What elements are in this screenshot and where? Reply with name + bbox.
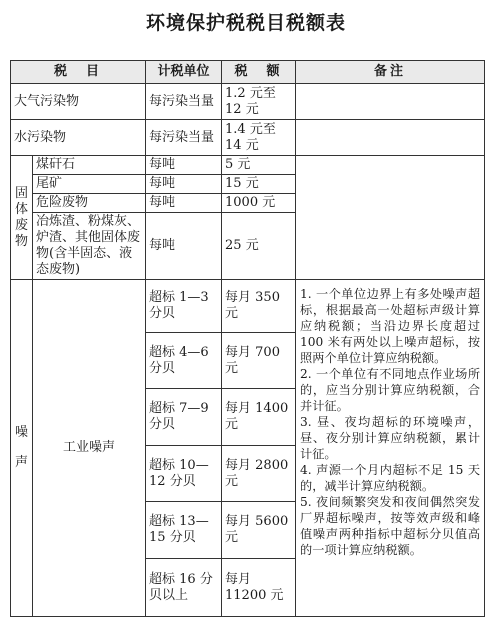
note-air <box>296 84 485 120</box>
unit-noise-2: 超标 4—6 分贝 <box>146 333 222 389</box>
amount-noise-1: 每月 350 元 <box>222 280 296 333</box>
note-noise-4: 4. 声源一个月内超标不足 15 天的，减半计算应纳税额。 <box>300 463 481 493</box>
note-noise-5: 5. 夜间频繁突发和夜间偶然突发厂界超标噪声，按等效声级和峰值噪声两种指标中超标分贝值高的一项计算应纳税额。 <box>300 495 481 557</box>
header-unit: 计税单位 <box>146 61 222 84</box>
table-row <box>11 280 485 333</box>
amount-solid-3: 1000 元 <box>222 194 296 213</box>
item-solid-4: 冶炼渣、粉煤灰、炉渣、其他固体废物(含半固态、液态废物) <box>33 213 146 280</box>
unit-solid-4: 每吨 <box>146 213 222 280</box>
amount-noise-3: 每月 1400 元 <box>222 389 296 446</box>
note-noise-3: 3. 昼、夜均超标的环境噪声，昼、夜分别计算应纳税额，累计计征。 <box>300 415 481 461</box>
unit-noise-4: 超标 10—12 分贝 <box>146 446 222 502</box>
table-row <box>11 120 485 156</box>
group-noise: 噪声 <box>11 280 33 617</box>
unit-air: 每污染当量 <box>146 84 222 120</box>
tax-table <box>10 60 485 617</box>
table-header-row <box>11 61 485 84</box>
note-water <box>296 120 485 156</box>
note-noise <box>296 280 485 617</box>
unit-water: 每污染当量 <box>146 120 222 156</box>
item-industrial-noise: 工业噪声 <box>33 280 146 617</box>
item-air: 大气污染物 <box>11 84 146 120</box>
unit-noise-1: 超标 1—3 分贝 <box>146 280 222 333</box>
group-solid-waste: 固体废物 <box>11 156 33 280</box>
amount-noise-2: 每月 700 元 <box>222 333 296 389</box>
header-amount: 税 额 <box>222 61 296 84</box>
note-noise-2: 2. 一个单位有不同地点作业场所的，应当分别计算应纳税额，合并计征。 <box>300 367 481 413</box>
note-solid <box>296 156 485 280</box>
table-row <box>11 156 485 175</box>
amount-water: 1.4 元至 14 元 <box>222 120 296 156</box>
item-water: 水污染物 <box>11 120 146 156</box>
unit-noise-5: 超标 13—15 分贝 <box>146 502 222 559</box>
header-note: 备注 <box>296 61 485 84</box>
item-solid-3: 危险废物 <box>33 194 146 213</box>
note-noise-1: 1. 一个单位边界上有多处噪声超标，根据最高一处超标声级计算应纳税额；当沿边界长度超过 100 米有两处以上噪声超标，按照两个单位计算应纳税额。 <box>300 287 481 365</box>
header-item: 税 目 <box>11 61 146 84</box>
unit-solid-3: 每吨 <box>146 194 222 213</box>
amount-air: 1.2 元至 12 元 <box>222 84 296 120</box>
amount-noise-5: 每月 5600 元 <box>222 502 296 559</box>
amount-noise-4: 每月 2800 元 <box>222 446 296 502</box>
unit-noise-3: 超标 7—9 分贝 <box>146 389 222 446</box>
unit-solid-1: 每吨 <box>146 156 222 175</box>
amount-solid-4: 25 元 <box>222 213 296 280</box>
unit-noise-6: 超标 16 分贝以上 <box>146 559 222 617</box>
page-title: 环境保护税税目税额表 <box>145 12 346 34</box>
unit-solid-2: 每吨 <box>146 175 222 194</box>
item-solid-1: 煤矸石 <box>33 156 146 175</box>
item-solid-2: 尾矿 <box>33 175 146 194</box>
amount-noise-6: 每月 11200 元 <box>222 559 296 617</box>
amount-solid-2: 15 元 <box>222 175 296 194</box>
amount-solid-1: 5 元 <box>222 156 296 175</box>
table-row <box>11 84 485 120</box>
